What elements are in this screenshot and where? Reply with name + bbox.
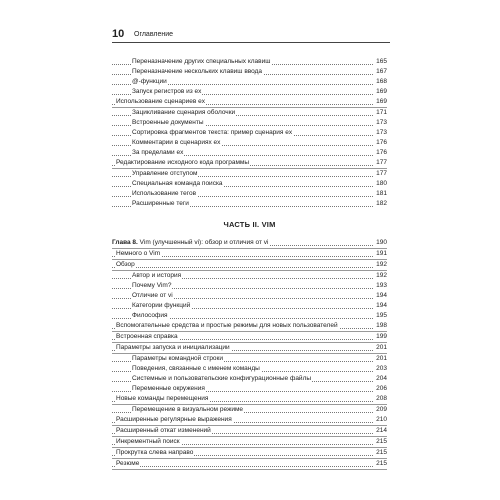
toc-entry	[112, 437, 387, 448]
toc-entry	[112, 301, 387, 311]
toc-entry-title	[132, 148, 184, 158]
toc-entry-title	[132, 189, 197, 199]
toc-entry	[112, 291, 387, 301]
toc-entry	[112, 426, 387, 437]
toc-entry-title	[116, 415, 233, 425]
toc-entry-title	[132, 128, 293, 138]
toc-entry-page: 194	[376, 292, 387, 299]
toc-entry-text: Философия	[132, 312, 168, 319]
toc-entry-text: Параметры командной строки	[132, 355, 224, 362]
toc-entry-title	[116, 437, 181, 447]
toc-entry-text: Расширенные регулярные выражения	[116, 416, 232, 423]
toc-entry-title	[132, 311, 169, 321]
toc-entry-page: 177	[376, 159, 387, 166]
toc-entry	[112, 394, 387, 405]
toc-entry-page: 215	[376, 460, 387, 467]
toc-entry-text: Немного о Vim	[116, 250, 161, 257]
toc-entry-text: Отличие от vi	[132, 292, 173, 299]
toc-entry-title	[132, 57, 271, 67]
toc-entry-page: 192	[376, 272, 387, 279]
toc-entry	[112, 179, 387, 189]
toc-entry-title	[116, 260, 136, 270]
toc-entry-title	[116, 448, 194, 458]
toc-entry-title	[132, 199, 190, 209]
toc-entry-page: 199	[376, 333, 387, 340]
toc-entry-title	[132, 118, 205, 128]
toc-entry-page: 182	[376, 200, 387, 207]
toc-entry	[112, 158, 387, 169]
toc-entry-text: Вспомогательные средства и простые режимы для новых пользователей	[116, 322, 338, 329]
toc-entry-title	[116, 459, 140, 469]
toc-entry-title	[116, 394, 209, 404]
toc-dot-leader	[112, 466, 373, 467]
toc-entry-page: 194	[376, 302, 387, 309]
toc-entry-page: 165	[376, 58, 387, 65]
toc-entry	[112, 189, 387, 199]
toc-entry-text: Резюме	[116, 460, 140, 467]
toc-entry	[112, 97, 387, 108]
toc-entry-text: Параметры запуска и инициализации	[116, 344, 230, 351]
toc-entry-text: Встроенные документы	[132, 119, 204, 126]
header-rule	[112, 42, 390, 43]
toc-entry-text: Категории функций	[132, 302, 191, 309]
toc-entry-page: 169	[376, 88, 387, 95]
toc-entry-page: 180	[376, 180, 387, 187]
toc-entry-text: Переменные окружения	[132, 385, 205, 392]
toc-entry-title	[116, 158, 250, 168]
toc-entry	[112, 343, 387, 354]
toc-entry-text: Комментарии в сценариях ex	[132, 139, 221, 146]
toc-entry-title	[132, 67, 263, 77]
toc-entry-title	[116, 332, 179, 342]
toc-entry	[112, 405, 387, 415]
toc-entry-text: Использование сценариев ex	[116, 98, 205, 105]
toc-entry-text: Новые команды перемещения	[116, 395, 209, 402]
toc-entry-title	[116, 343, 231, 353]
toc-entry-text: Переназначение нескольких клавиш ввода	[132, 68, 263, 75]
toc-entry-text: За пределами ex	[132, 149, 184, 156]
toc-entry-text: @-функции	[132, 78, 167, 85]
toc-entry-title	[132, 405, 244, 415]
toc-entry	[112, 260, 387, 271]
toc-entry-text: Переназначение других специальных клавиш	[132, 58, 271, 65]
toc-entry	[112, 354, 387, 364]
toc-entry-page: 171	[376, 109, 387, 116]
toc-entry-text: Автор и история	[132, 272, 182, 279]
toc-entry-title	[132, 169, 198, 179]
toc-entry-page: 176	[376, 139, 387, 146]
toc-entry-page: 195	[376, 312, 387, 319]
toc-entry-text: Системные и пользовательские конфигурационные файлы	[132, 375, 312, 382]
toc-entry-text: Обзор	[116, 261, 135, 268]
toc-entry-page: 206	[376, 385, 387, 392]
toc-entry	[112, 128, 387, 138]
toc-entry-text: Почему Vim?	[132, 282, 172, 289]
toc-entry	[112, 332, 387, 343]
toc-entry-page: 201	[376, 355, 387, 362]
toc-entry-text: Vim (улучшенный vi): обзор и отличия от vi	[137, 239, 269, 246]
toc-entry	[112, 374, 387, 384]
toc-entry-title	[132, 384, 206, 394]
toc-entry-title	[132, 179, 224, 189]
toc-entry	[112, 138, 387, 148]
toc-entry	[112, 384, 387, 394]
toc-entry-page: 215	[376, 449, 387, 456]
toc-entry	[112, 238, 387, 249]
toc-entry	[112, 321, 387, 332]
toc-entry-page: 198	[376, 322, 387, 329]
toc-entry-page: 201	[376, 344, 387, 351]
toc-entry-page: 203	[376, 365, 387, 372]
toc-entry-page: 193	[376, 282, 387, 289]
toc-entry-title	[132, 281, 172, 291]
toc-entry	[112, 57, 387, 67]
toc-entry-text: Прокрутка слева направо	[116, 449, 194, 456]
toc-entry	[112, 67, 387, 77]
toc-entry-page: 176	[376, 149, 387, 156]
toc-entry	[112, 118, 387, 128]
toc-entry-text: Специальная команда поиска	[132, 180, 223, 187]
page-number: 10	[112, 28, 125, 40]
toc-entry	[112, 281, 387, 291]
toc-entry-title	[116, 321, 339, 331]
part-heading: ЧАСТЬ II. VIM	[223, 220, 276, 229]
toc-entry-page: 173	[376, 119, 387, 126]
toc-entry-text: Сортировка фрагментов текста: пример сценария ex	[132, 129, 293, 136]
toc-entry-title	[132, 354, 224, 364]
toc-entry	[112, 148, 387, 158]
chapter-label: Глава 8.	[112, 239, 138, 246]
toc-entry-page: 177	[376, 170, 387, 177]
toc-entry-page: 173	[376, 129, 387, 136]
toc-entry-page: 214	[376, 427, 387, 434]
toc-entry-text: Зацикливание сценария оболочки	[132, 109, 236, 116]
toc-entry-title	[116, 426, 212, 436]
toc-entry	[112, 169, 387, 179]
toc-entry	[112, 311, 387, 321]
toc-section-top	[112, 57, 387, 209]
toc-entry	[112, 108, 387, 118]
toc-entry-page: 181	[376, 190, 387, 197]
toc-entry-title	[132, 301, 191, 311]
toc-entry	[112, 271, 387, 281]
toc-entry-page: 215	[376, 438, 387, 445]
toc-entry-text: Встроенная справка	[116, 333, 178, 340]
toc-entry-title	[132, 271, 182, 281]
toc-entry-text: Поведения, связанные с именем команды	[132, 365, 260, 372]
toc-entry-page: 168	[376, 78, 387, 85]
toc-entry-title	[132, 374, 312, 384]
toc-entry-title	[132, 364, 261, 374]
toc-dot-leader	[112, 267, 373, 268]
page-header	[112, 28, 390, 42]
toc-entry-title	[132, 138, 221, 148]
toc-entry-text: Перемещение в визуальном режиме	[132, 406, 244, 413]
toc-entry-page: 169	[376, 98, 387, 105]
toc-entry	[112, 249, 387, 260]
toc-entry-text: Расширенный откат изменений	[116, 427, 211, 434]
toc-entry-page: 204	[376, 375, 387, 382]
running-title: Оглавление	[134, 31, 174, 38]
toc-entry-page: 209	[376, 406, 387, 413]
toc-entry-text: Расширенные теги	[132, 200, 189, 207]
toc-entry-text: Инкрементный поиск	[116, 438, 180, 445]
toc-entry-page: 210	[376, 416, 387, 423]
toc-entry-text: Использование тегов	[132, 190, 197, 197]
toc-entry	[112, 87, 387, 97]
toc-entry-text: Редактирование исходного кода программы	[116, 159, 250, 166]
toc-entry-page: 192	[376, 261, 387, 268]
toc-entry	[112, 448, 387, 459]
toc-section-bottom	[112, 238, 387, 470]
toc-entry-title	[132, 108, 236, 118]
toc-entry	[112, 459, 387, 470]
toc-entry-page: 167	[376, 68, 387, 75]
toc-entry	[112, 77, 387, 87]
toc-entry	[112, 364, 387, 374]
toc-entry-title	[116, 97, 206, 107]
toc-entry-title	[116, 249, 161, 259]
toc-entry-text: Управление отступом	[132, 170, 198, 177]
toc-entry-title	[132, 291, 174, 301]
toc-entry-title	[112, 238, 269, 248]
toc-entry	[112, 199, 387, 209]
toc-entry-title	[132, 77, 168, 87]
toc-entry-page: 191	[376, 250, 387, 257]
toc-entry	[112, 415, 387, 426]
toc-entry-title	[132, 87, 202, 97]
toc-entry-page: 208	[376, 395, 387, 402]
toc-entry-text: Запуск регистров из ex	[132, 88, 202, 95]
toc-entry-page: 190	[376, 239, 387, 246]
